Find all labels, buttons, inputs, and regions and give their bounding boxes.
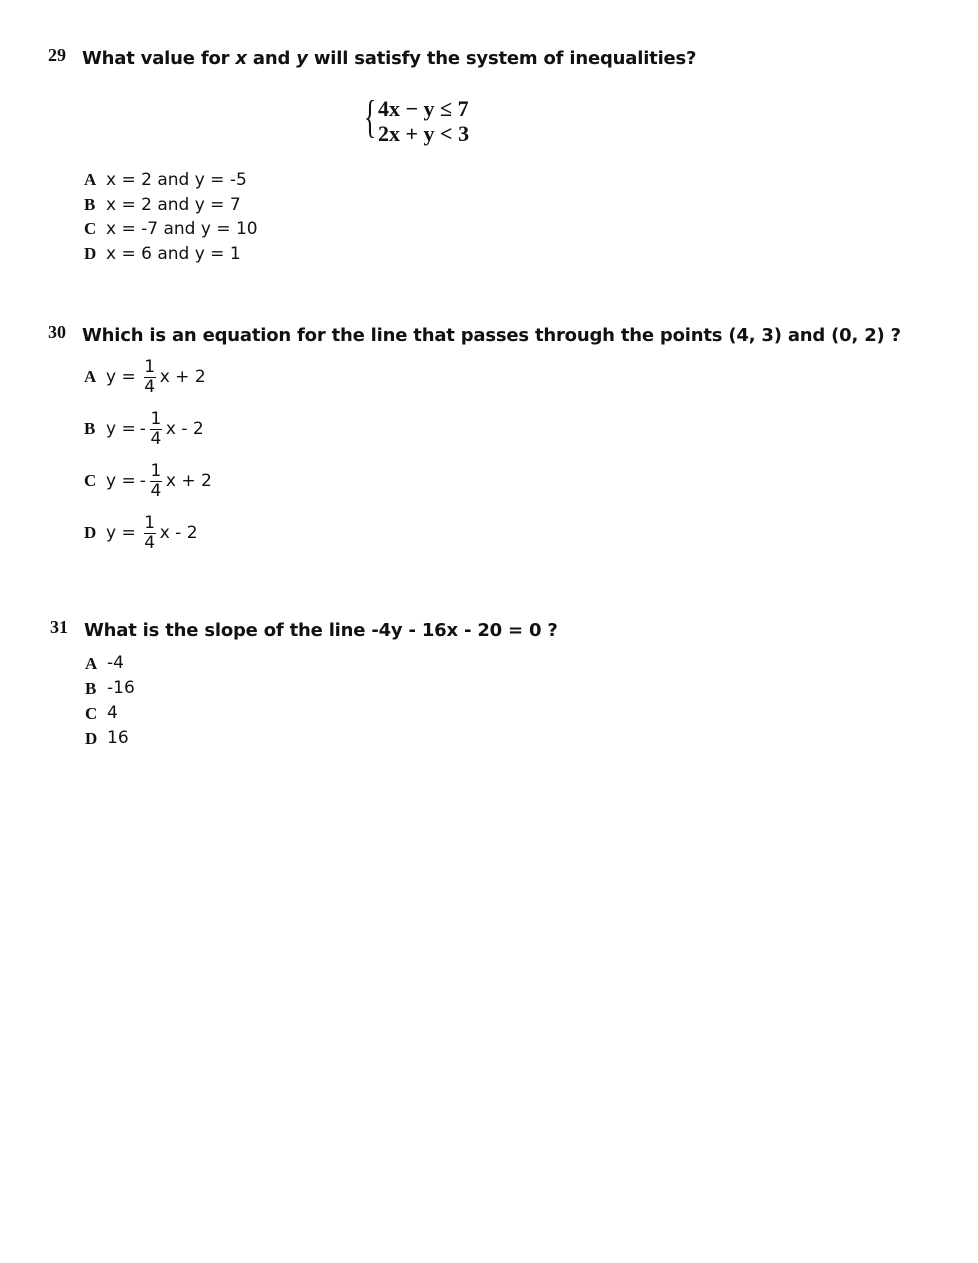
choice-text: x = 6 and y = 1 xyxy=(106,243,241,264)
question-30-text: Which is an equation for the line that passes through the points (4, 3) and (0, 2) ? xyxy=(82,325,901,346)
q29-var-y: y xyxy=(296,48,308,69)
fraction-denominator: 4 xyxy=(150,481,162,501)
fraction xyxy=(144,359,156,395)
fraction-numerator: 1 xyxy=(150,409,162,429)
q29-text-post: will satisfy the system of inequalities? xyxy=(313,48,697,69)
choice-letter: C xyxy=(84,471,97,490)
q30-choice-b[interactable] xyxy=(84,408,204,450)
choice-letter: D xyxy=(84,523,97,542)
choice-text: -4 xyxy=(107,653,124,673)
q29-var-x: x xyxy=(235,48,247,69)
choice-letter: A xyxy=(85,654,98,673)
q29-text-and: and xyxy=(252,48,291,69)
fraction-denominator: 4 xyxy=(144,377,156,397)
choice-letter: D xyxy=(85,729,98,748)
q31-choice-d[interactable] xyxy=(85,726,135,751)
inequality-system xyxy=(378,96,469,146)
choice-lhs: y = xyxy=(106,419,136,439)
choice-lhs: y = xyxy=(106,367,136,387)
q29-choice-b[interactable] xyxy=(84,193,258,218)
choice-text: -16 xyxy=(107,678,135,698)
choice-sign: - xyxy=(139,419,146,439)
choice-letter: C xyxy=(84,219,97,238)
question-31-text: What is the slope of the line -4y - 16x - 20 = 0 ? xyxy=(84,620,558,641)
choice-rest: x + 2 xyxy=(159,367,206,387)
question-29-number: 29 xyxy=(48,45,66,65)
fraction-numerator: 1 xyxy=(144,513,156,533)
choice-sign: - xyxy=(139,471,146,491)
question-29-text xyxy=(82,48,696,69)
fraction xyxy=(144,515,156,551)
q29-choice-d[interactable] xyxy=(84,242,258,267)
q29-choice-c[interactable] xyxy=(84,217,258,242)
choice-rest: x + 2 xyxy=(165,471,212,491)
choice-letter: D xyxy=(84,243,97,263)
choice-lhs: y = xyxy=(106,471,136,491)
choice-rest: x - 2 xyxy=(159,523,198,543)
choice-rest: x - 2 xyxy=(165,419,204,439)
question-31-number: 31 xyxy=(50,617,68,637)
inequality-line-1: 4x − y ≤ 7 xyxy=(378,96,469,121)
q29-choices xyxy=(84,168,258,266)
q31-choice-a[interactable] xyxy=(85,651,135,676)
q31-choices xyxy=(85,651,135,751)
choice-text: x = 2 and y = 7 xyxy=(106,194,241,215)
left-brace-icon: { xyxy=(364,91,377,142)
choice-letter: A xyxy=(84,170,97,189)
q30-choice-c[interactable] xyxy=(84,460,212,502)
q29-text-pre: What value for xyxy=(82,48,230,69)
q31-choice-b[interactable] xyxy=(85,676,135,701)
choice-text: x = -7 and y = 10 xyxy=(106,219,258,239)
fraction-numerator: 1 xyxy=(144,357,156,377)
fraction xyxy=(150,411,162,447)
choice-text: 16 xyxy=(107,728,129,748)
q30-choice-a[interactable] xyxy=(84,356,206,398)
fraction-denominator: 4 xyxy=(144,533,156,553)
choice-letter: B xyxy=(84,194,96,214)
choice-lhs: y = xyxy=(106,523,136,543)
q29-choice-a[interactable] xyxy=(84,168,258,193)
fraction xyxy=(150,463,162,499)
q30-choice-d[interactable] xyxy=(84,512,198,554)
q31-choice-c[interactable] xyxy=(85,701,135,726)
choice-letter: B xyxy=(85,679,97,698)
choice-letter: C xyxy=(85,704,98,723)
choice-letter: B xyxy=(84,419,96,438)
choice-letter: A xyxy=(84,367,97,386)
choice-text: x = 2 and y = -5 xyxy=(106,170,247,190)
choice-text: 4 xyxy=(107,703,118,723)
question-30-number: 30 xyxy=(48,322,66,342)
inequality-line-2: 2x + y < 3 xyxy=(378,121,470,146)
fraction-denominator: 4 xyxy=(150,429,162,449)
fraction-numerator: 1 xyxy=(150,461,162,481)
